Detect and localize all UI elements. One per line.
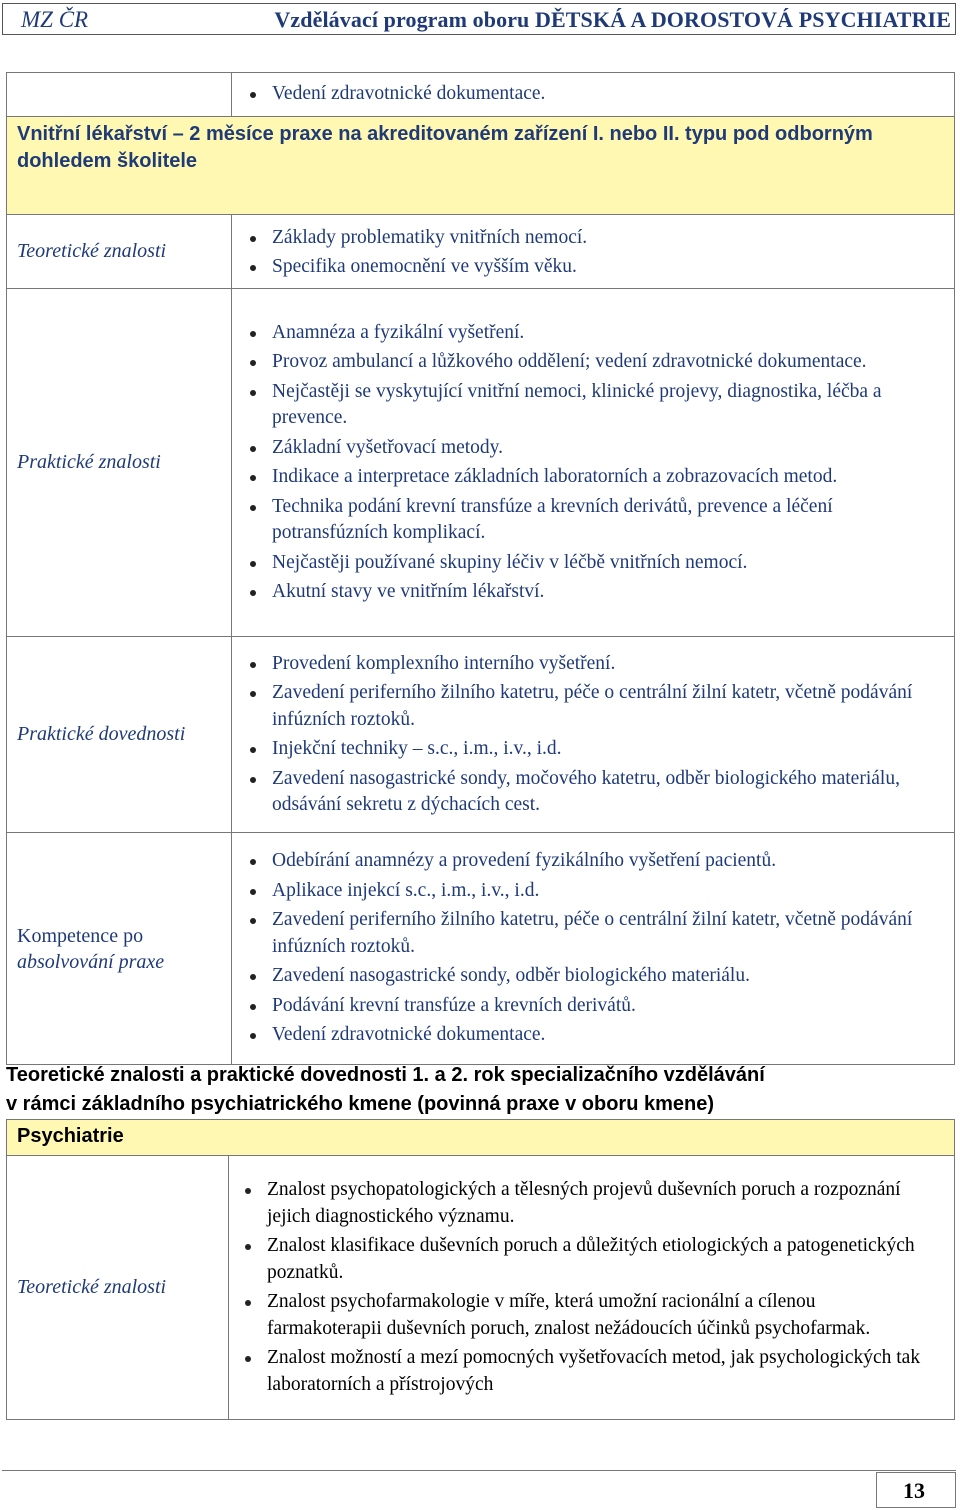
items-cell <box>232 833 955 1065</box>
table-row <box>7 73 955 117</box>
page-number: 13 <box>876 1472 956 1508</box>
list-item: Nejčastěji používané skupiny léčiv v léčbě vnitřních nemocí. <box>272 550 944 577</box>
list-item: Odebírání anamnézy a provedení fyzikálního vyšetření pacientů. <box>272 848 944 875</box>
page-header <box>2 3 956 35</box>
items-cell <box>232 73 955 117</box>
list-item: Technika podání krevní transfúze a krevních derivátů, prevence a léčení potransfúzních komplikací. <box>272 494 944 547</box>
section-title: Vnitřní lékařství – 2 měsíce praxe na akreditovaném zařízení I. nebo II. typu pod odborným dohledem školitele <box>7 117 955 215</box>
list-item: Aplikace injekcí s.c., i.m., i.v., i.d. <box>272 878 944 905</box>
items-cell <box>232 637 955 833</box>
section-heading-line: Teoretické znalosti a praktické dovednosti 1. a 2. rok specializačního vzdělávání <box>6 1064 765 1086</box>
list-item: Zavedení nasogastrické sondy, močového katetru, odběr biologického materiálu, odsávání sekretu z dýchacích cest. <box>272 766 944 819</box>
list-item: Anamnéza a fyzikální vyšetření. <box>272 320 944 347</box>
header-ministry: MZ ČR <box>21 7 89 32</box>
list-item: Základní vyšetřovací metody. <box>272 435 944 462</box>
items-cell <box>229 1156 955 1420</box>
psychiatry-table <box>6 1119 955 1420</box>
list-item: Injekční techniky – s.c., i.m., i.v., i.d. <box>272 736 944 763</box>
bullet-list <box>232 81 954 108</box>
list-item: Znalost možností a mezí pomocných vyšetřovacích metod, jak psychologických tak laboratorních a přístrojových <box>267 1345 924 1398</box>
list-item: Znalost psychofarmakologie v míře, která umožní racionální a cílenou farmakoterapii duševních poruch, znalost nežádoucích účinků psychofarmak. <box>267 1289 924 1342</box>
row-label: Teoretické znalosti <box>7 215 232 289</box>
row-label: Praktické znalosti <box>7 289 232 637</box>
bullet-list <box>232 223 954 281</box>
list-item: Základy problematiky vnitřních nemocí. <box>272 225 954 252</box>
list-item: Indikace a interpretace základních laboratorních a zobrazovacích metod. <box>272 464 944 491</box>
table-title-row <box>7 1120 955 1156</box>
table-row <box>7 637 955 833</box>
list-item: Podávání krevní transfúze a krevních derivátů. <box>272 993 944 1020</box>
list-item: Vedení zdravotnické dokumentace. <box>272 81 954 108</box>
list-item: Nejčastěji se vyskytující vnitřní nemoci, klinické projevy, diagnostika, léčba a prevence. <box>272 379 944 432</box>
section-title: Psychiatrie <box>7 1120 955 1156</box>
row-label <box>7 833 232 1065</box>
list-item: Znalost klasifikace duševních poruch a důležitých etiologických a patogenetických poznatků. <box>267 1233 924 1286</box>
list-item: Provoz ambulancí a lůžkového oddělení; vedení zdravotnické dokumentace. <box>272 349 944 376</box>
bullet-list <box>232 651 954 819</box>
bullet-list <box>229 1177 954 1398</box>
list-item: Zavedení periferního žilního katetru, péče o centrální žilní katetr, včetně podávání infúzních roztoků. <box>272 907 944 960</box>
table-row <box>7 215 955 289</box>
table-row <box>7 1156 955 1420</box>
header-program-title: Vzdělávací program oboru DĚTSKÁ A DOROSTOVÁ PSYCHIATRIE <box>274 7 951 32</box>
row-label: Praktické dovednosti <box>7 637 232 833</box>
internal-medicine-table <box>6 72 955 1065</box>
table-row <box>7 833 955 1065</box>
table-row <box>7 289 955 637</box>
list-item: Znalost psychopatologických a tělesných projevů duševních poruch a rozpoznání jejich diagnostického významu. <box>267 1177 924 1230</box>
list-item: Zavedení nasogastrické sondy, odběr biologického materiálu. <box>272 963 944 990</box>
list-item: Akutní stavy ve vnitřním lékařství. <box>272 579 944 606</box>
list-item: Zavedení periferního žilního katetru, péče o centrální žilní katetr, včetně podávání infúzních roztoků. <box>272 680 944 733</box>
footer-divider <box>2 1470 956 1471</box>
list-item: Vedení zdravotnické dokumentace. <box>272 1022 944 1049</box>
row-label-line: Kompetence po <box>17 924 144 947</box>
bullet-list <box>232 320 954 606</box>
list-item: Specifika onemocnění ve vyšším věku. <box>272 254 954 281</box>
items-cell <box>232 215 955 289</box>
row-label: Teoretické znalosti <box>7 1156 229 1420</box>
empty-label-cell <box>7 73 232 117</box>
section-heading-line: v rámci základního psychiatrického kmene (povinná praxe v oboru kmene) <box>6 1093 715 1115</box>
bullet-list <box>232 848 954 1049</box>
section-heading <box>6 1061 765 1119</box>
row-label-line: absolvování praxe <box>17 950 165 973</box>
items-cell <box>232 289 955 637</box>
table-title-row <box>7 117 955 215</box>
list-item: Provedení komplexního interního vyšetření. <box>272 651 944 678</box>
